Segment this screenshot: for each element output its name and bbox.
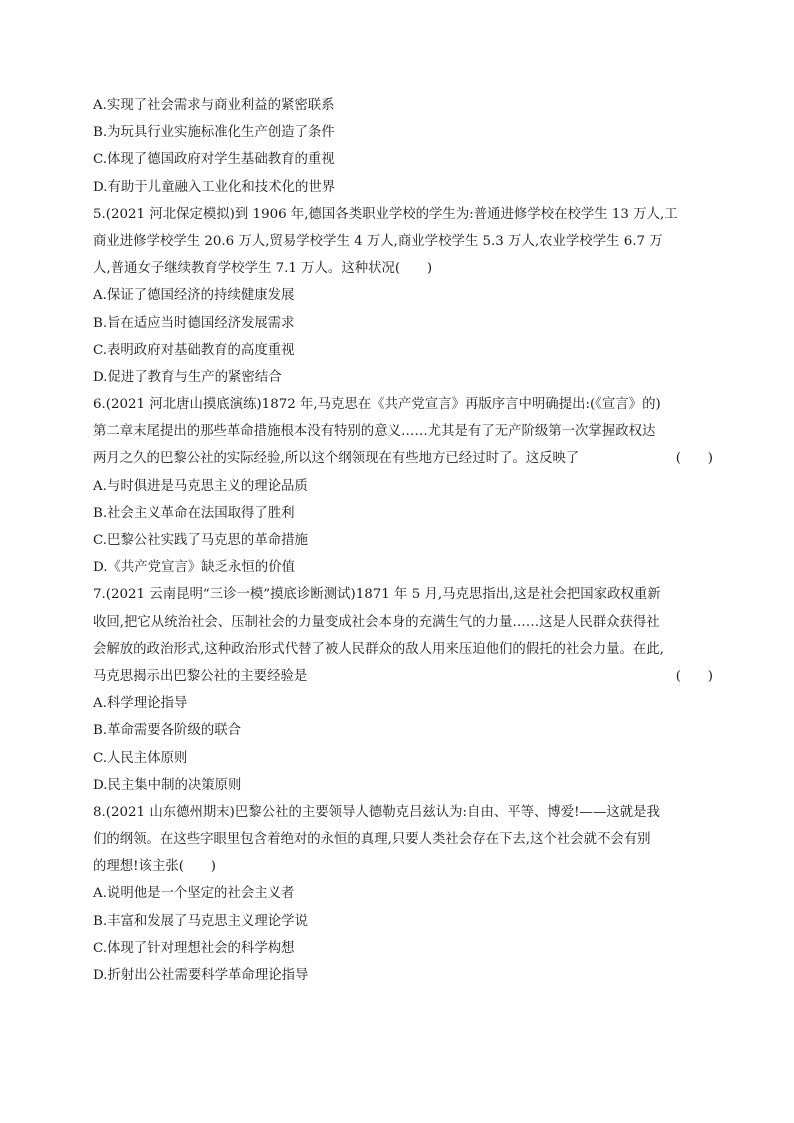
q7-stem-line-3: 会解放的政治形式,这种政治形式代替了被人民群众的敌人用来压迫他们的假托的社会力量。在此,	[93, 641, 664, 657]
q4-option-c: C.体现了德国政府对学生基础教育的重视	[93, 152, 335, 168]
q7-answer-blank: ( )	[675, 668, 713, 684]
q8-stem-line-1: 8.(2021 山东德州期末)巴黎公社的主要领导人德勒克吕兹认为:自由、平等、博爱!——这就是我	[93, 804, 660, 820]
question-5	[93, 201, 713, 391]
q8-option-c: C.体现了针对理想社会的科学构想	[93, 940, 295, 956]
q6-option-b: B.社会主义革命在法国取得了胜利	[93, 505, 295, 521]
q4-option-d: D.有助于儿童融入工业化和技术化的世界	[93, 179, 336, 195]
q5-option-a: A.保证了德国经济的持续健康发展	[93, 288, 295, 304]
q6-stem-line-3	[93, 445, 713, 472]
q5-option-d: D.促进了教育与生产的紧密结合	[93, 369, 282, 385]
q6-stem-last: 两月之久的巴黎公社的实际经验,所以这个纲领现在有些地方已经过时了。这反映了	[93, 451, 580, 467]
question-content	[93, 92, 713, 989]
q7-stem-last: 马克思揭示出巴黎公社的主要经验是	[93, 668, 308, 684]
q7-stem-line-2: 收回,把它从统治社会、压制社会的力量变成社会本身的充满生气的力量……这是人民群众获得社	[93, 614, 660, 630]
q5-stem-line-2: 商业进修学校学生 20.6 万人,贸易学校学生 4 万人,商业学校学生 5.3 万人,农业学校学生 6.7 万	[93, 233, 663, 249]
q7-option-b: B.革命需要各阶级的联合	[93, 723, 242, 739]
q5-option-b: B.旨在适应当时德国经济发展需求	[93, 315, 295, 331]
q7-option-c: C.人民主体原则	[93, 750, 188, 766]
q8-option-b: B.丰富和发展了马克思主义理论学说	[93, 913, 308, 929]
q5-stem-line-3: 人,普通女子继续教育学校学生 7.1 万人。这种状况( )	[93, 261, 433, 277]
question-6	[93, 391, 713, 581]
q6-option-c: C.巴黎公社实践了马克思的革命措施	[93, 533, 308, 548]
q8-stem-line-2: 们的纲领。在这些字眼里包含着绝对的永恒的真理,只要人类社会存在下去,这个社会就不会有别	[93, 832, 651, 848]
q5-stem-line-1: 5.(2021 河北保定模拟)到 1906 年,德国各类职业学校的学生为:普通进修学校在校学生 13 万人,工	[93, 206, 678, 222]
q4-option-b: B.为玩具行业实施标准化生产创造了条件	[93, 125, 335, 141]
q6-option-a: A.与时俱进是马克思主义的理论品质	[93, 478, 308, 494]
q6-stem-line-1: 6.(2021 河北唐山摸底演练)1872 年,马克思在《共产党宣言》再版序言中明确提出:(《宣言》的)	[93, 397, 661, 413]
question-8	[93, 799, 713, 989]
q8-stem-line-3: 的理想!该主张( )	[93, 859, 216, 875]
q6-answer-blank: ( )	[675, 451, 713, 467]
question-7	[93, 581, 713, 799]
q7-option-d: D.民主集中制的决策原则	[93, 777, 242, 793]
q8-option-d: D.折射出公社需要科学革命理论指导	[93, 968, 309, 983]
q5-option-c: C.表明政府对基础教育的高度重视	[93, 342, 295, 358]
q8-option-a: A.说明他是一个坚定的社会主义者	[93, 886, 295, 902]
q7-option-a: A.科学理论指导	[93, 696, 188, 712]
q7-stem-line-1: 7.(2021 云南昆明“三诊一模”摸底诊断测试)1871 年 5 月,马克思指出,这是社会把国家政权重新	[93, 587, 661, 603]
q4-options	[93, 92, 713, 201]
q7-stem-line-4	[93, 663, 713, 690]
q6-stem-line-2: 第二章末尾提出的那些革命措施根本没有特别的意义……尤其是有了无产阶级第一次掌握政权达	[93, 424, 656, 440]
q4-option-a: A.实现了社会需求与商业利益的紧密联系	[93, 98, 335, 113]
q6-option-d: D.《共产党宣言》缺乏永恒的价值	[93, 560, 295, 576]
